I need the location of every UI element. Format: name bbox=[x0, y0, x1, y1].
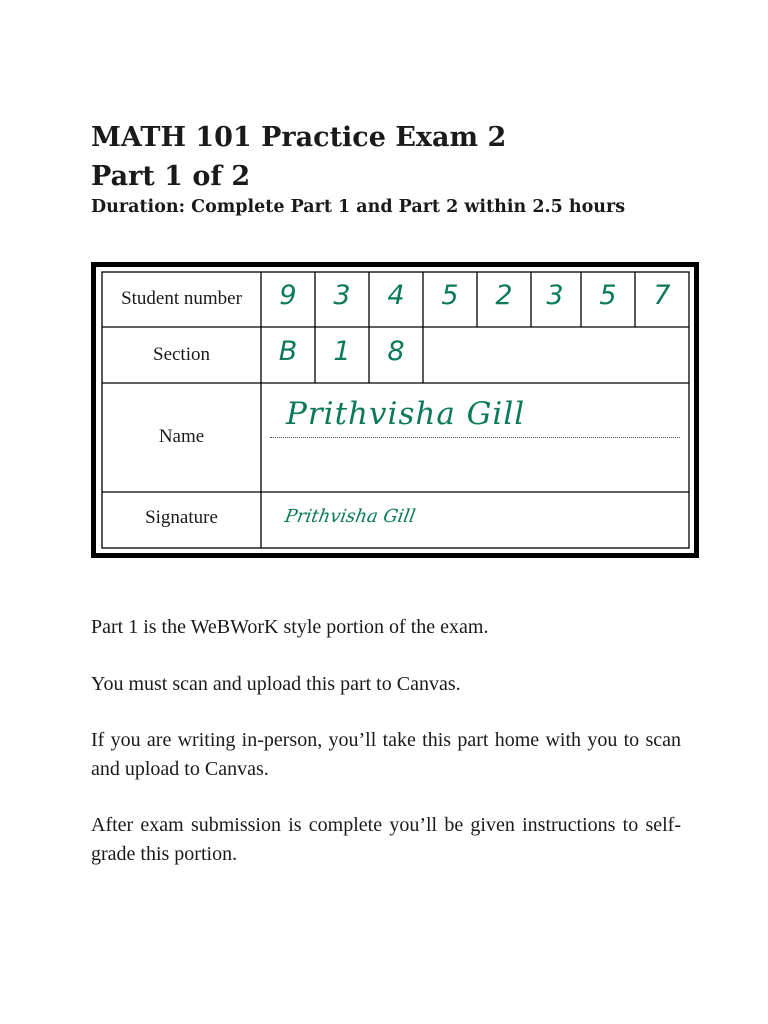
instruction-paragraph: You must scan and upload this part to Canvas. bbox=[91, 673, 461, 695]
section-label: Section bbox=[153, 344, 210, 365]
section-char: 8 bbox=[387, 336, 405, 367]
name-dotted-line bbox=[270, 437, 680, 438]
student-number-digit: 7 bbox=[653, 280, 671, 311]
student-number-digit: 3 bbox=[546, 280, 564, 311]
student-number-digit: 4 bbox=[387, 280, 405, 311]
student-number-digit: 2 bbox=[495, 280, 513, 311]
exam-duration: Duration: Complete Part 1 and Part 2 within 2.5 hours bbox=[91, 197, 626, 217]
name-label: Name bbox=[158, 426, 205, 447]
student-number-digit: 5 bbox=[441, 280, 459, 311]
name-handwriting: Prithvisha Gill bbox=[286, 396, 526, 432]
signature-handwriting: Prithvisha Gill bbox=[283, 506, 418, 527]
instruction-paragraph: Part 1 is the WeBWorK style portion of the exam. bbox=[91, 616, 489, 638]
instruction-paragraph: If you are writing in-person, you’ll take this part home with you to scan and upload to Canvas. bbox=[91, 729, 681, 780]
exam-title: MATH 101 Practice Exam 2 bbox=[91, 122, 507, 153]
student-number-label: Student number bbox=[121, 288, 242, 309]
instruction-paragraph: After exam submission is complete you’ll be given instructions to self-grade this portion. bbox=[91, 814, 681, 865]
signature-label: Signature bbox=[145, 507, 218, 528]
exam-part: Part 1 of 2 bbox=[91, 161, 251, 192]
section-char: 1 bbox=[333, 336, 351, 367]
student-number-digit: 3 bbox=[333, 280, 351, 311]
student-number-digit: 5 bbox=[599, 280, 617, 311]
student-number-digit: 9 bbox=[279, 280, 297, 311]
section-char: B bbox=[278, 336, 298, 367]
